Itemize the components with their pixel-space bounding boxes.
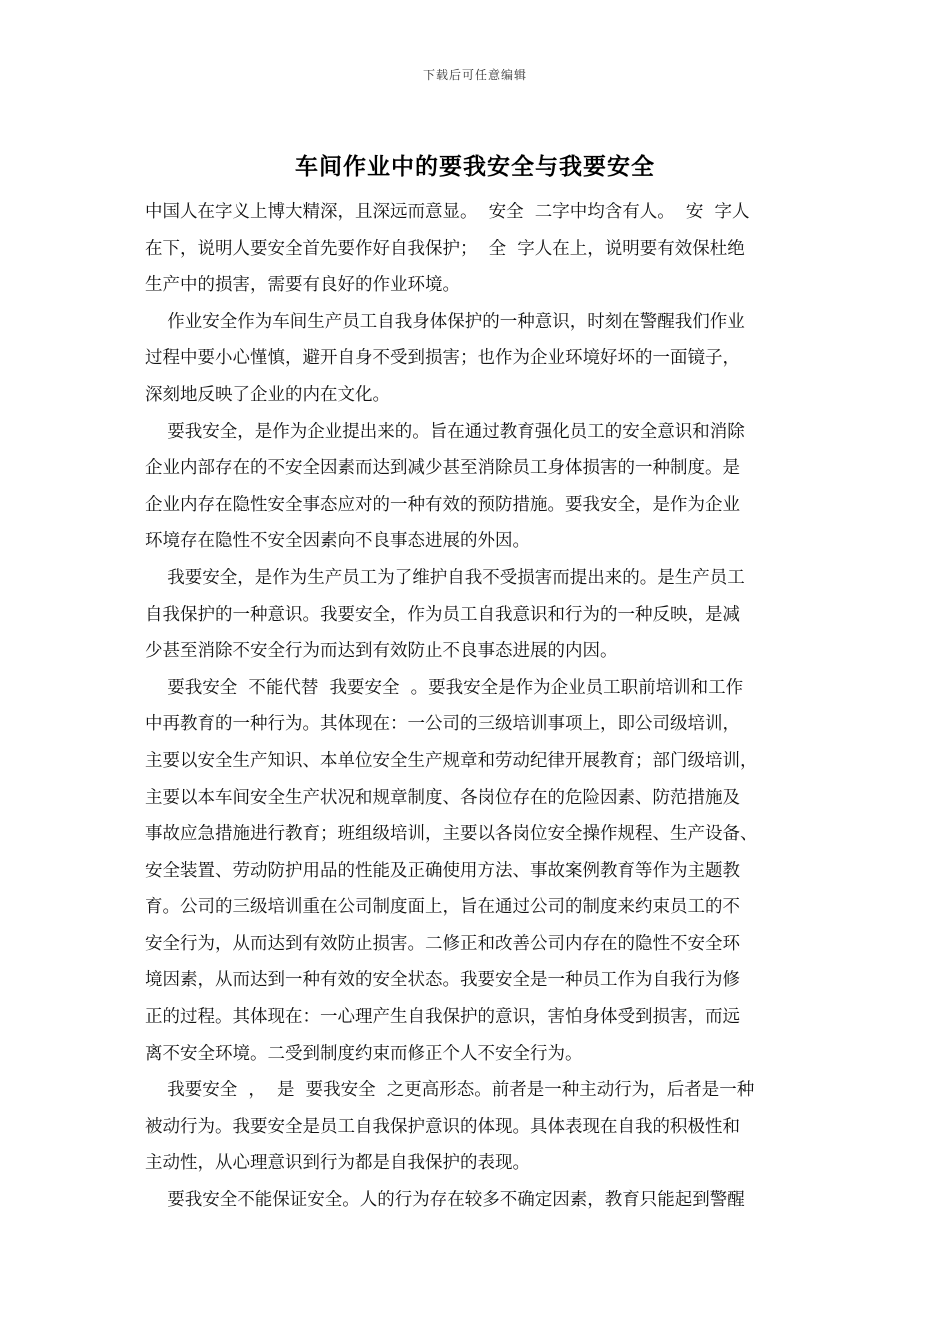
body-line: 生产中的损害，需要有良好的作业环境。: [145, 275, 460, 296]
body-line: 要我安全不能保证安全。人的行为存在较多不确定因素，教育只能起到警醒: [145, 1190, 745, 1211]
body-line: 环境存在隐性不安全因素向不良事态进展的外因。: [145, 531, 530, 552]
body-line: 育。公司的三级培训重在公司制度面上，旨在通过公司的制度来约束员工的不: [145, 897, 740, 918]
body-line: 深刻地反映了企业的内在文化。: [145, 384, 390, 405]
body-line: 自我保护的一种意识。我要安全，作为员工自我意识和行为的一种反映，是减: [145, 604, 740, 625]
body-line: 过程中要小心慬慎，避开自身不受到损害；也作为企业环境好坏的一面镜子，: [145, 348, 740, 369]
body-line: 中再教育的一种行为。其体现在：一公司的三级培训事项上，即公司级培训，: [145, 714, 740, 735]
body-line: 我要安全，是作为生产员工为了维护自我不受损害而提出来的。是生产员工: [145, 567, 745, 588]
body-line: 主要以本车间安全生产状况和规章制度、各岗位存在的危险因素、防范措施及: [145, 787, 740, 808]
body-line: 企业内部存在的不安全因素而达到减少甚至消除员工身体损害的一种制度。是: [145, 458, 740, 479]
body-line: 企业内存在隐性安全事态应对的一种有效的预防措施。要我安全，是作为企业: [145, 494, 740, 515]
header-note: 下载后可任意编辑: [422, 68, 527, 82]
body-line: 要我安全 不能代替 我要安全 。要我安全是作为企业员工职前培训和工作: [145, 677, 744, 698]
body-line: 我要安全 ， 是 要我安全 之更高形态。前者是一种主动行为，后者是一种: [145, 1080, 755, 1101]
body-line: 要我安全，是作为企业提出来的。旨在通过教育强化员工的安全意识和消除: [145, 421, 745, 442]
body-line: 少甚至消除不安全行为而达到有效防止不良事态进展的内因。: [145, 641, 618, 662]
document-body: [145, 194, 825, 1219]
body-line: 中国人在字义上博大精深，且深远而意显。 安全 二字中均含有人。 安 字人: [145, 202, 750, 222]
body-line: 安全装置、劳动防护用品的性能及正确使用方法、事故案例教育等作为主题教: [145, 860, 740, 881]
body-line: 被动行为。我要安全是员工自我保护意识的体现。具体表现在自我的积极性和: [145, 1116, 740, 1137]
body-line: 主动性，从心理意识到行为都是自我保护的表现。: [145, 1153, 530, 1174]
body-line: 作业安全作为车间生产员工自我身体保护的一种意识，时刻在警醒我们作业: [145, 311, 745, 332]
body-line: 事故应急措施进行教育；班组级培训，主要以各岗位安全操作规程、生产设备、: [145, 824, 758, 845]
body-line: 在下，说明人要安全首先要作好自我保护； 全 字人在上，说明要有效保杜绝: [145, 238, 745, 259]
document-title: 车间作业中的要我安全与我要安全: [295, 153, 655, 180]
body-line: 离不安全环境。二受到制度约束而修正个人不安全行为。: [145, 1043, 583, 1064]
body-line: 安全行为，从而达到有效防止损害。二修正和改善公司内存在的隐性不安全环: [145, 933, 740, 954]
body-line: 境因素，从而达到一种有效的安全状态。我要安全是一种员工作为自我行为修: [145, 970, 740, 991]
body-line: 主要以安全生产知识、本单位安全生产规章和劳动纪律开展教育；部门级培训，: [145, 750, 758, 771]
body-line: 正的过程。其体现在：一心理产生自我保护的意识，害怕身体受到损害，而远: [145, 1007, 740, 1028]
